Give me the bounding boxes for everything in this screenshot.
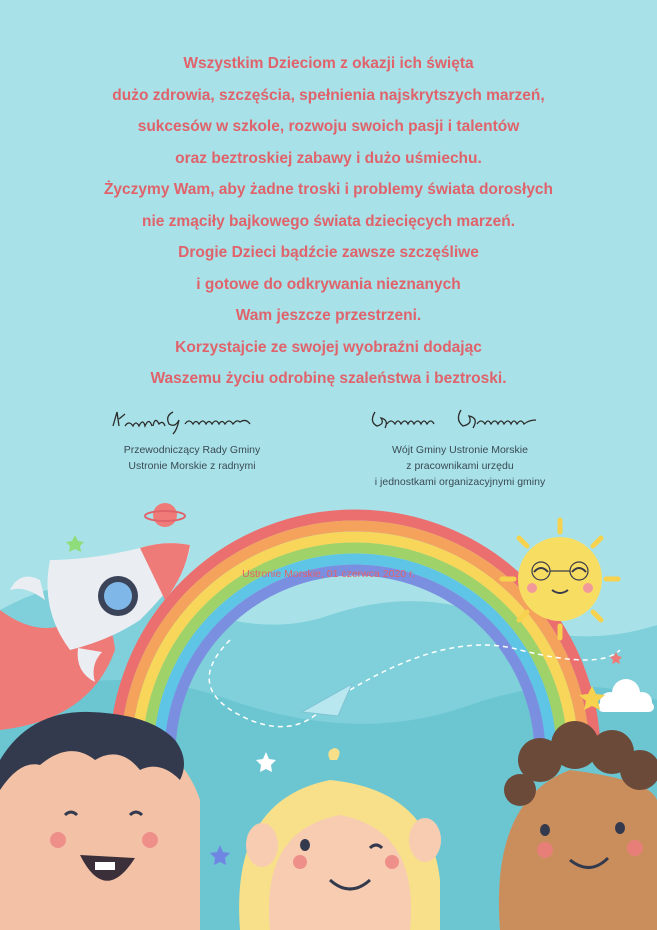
signature-block-right [330,402,590,490]
greeting-line: Drogie Dzieci bądźcie zawsze szczęśliwe [178,244,479,261]
greeting-line: nie zmąciły bajkowego świata dziecięcych marzeń. [141,212,515,230]
child-left-illustration [0,712,200,930]
signature-block-left [62,402,322,474]
handwritten-signature [365,402,555,438]
greeting-line: Wam jeszcze przestrzeni. [235,307,422,324]
signature-title: i jednostkami organizacyjnymi gminy [374,476,546,488]
greeting-line: Korzystajcie ze swojej wyobraźni dodając [175,338,482,356]
greeting-line: i gotowe do odkrywania nieznanych [196,275,461,293]
greeting-line: oraz beztroskiej zabawy i dużo uśmiechu. [175,149,482,167]
greeting-line: dużo zdrowia, szczęścia, spełnienia najskrytszych marzeń, [112,86,545,104]
greeting-text [0,48,657,395]
signature-title: Wójt Gminy Ustronie Morskie [392,444,528,456]
signature-title: z pracownikami urzędu [406,460,514,472]
signature-title: Ustronie Morskie z radnymi [128,460,256,472]
signature-title: Przewodniczący Rady Gminy [123,444,261,456]
place-and-date: Ustronie Morskie, 01 czerwca 2020 r. [242,568,415,580]
star-icon [66,535,84,552]
handwritten-signature [107,402,277,438]
greeting-line: Waszemu życiu odrobinę szaleństwa i beztroski. [150,370,507,387]
greeting-line: sukcesów w szkole, rozwoju swoich pasji i talentów [137,118,520,135]
child-right-illustration [499,721,657,930]
planet-icon [145,503,185,527]
greeting-line: Wszystkim Dzieciom z okazji ich święta [183,55,474,72]
greeting-line: Życzymy Wam, aby żadne troski i problemy świata dorosłych [103,181,554,198]
